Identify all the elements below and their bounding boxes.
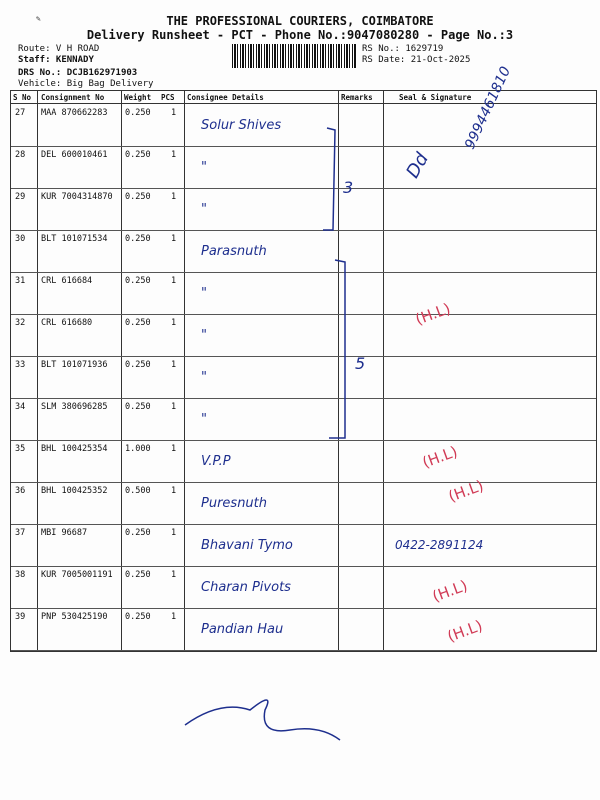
row-pcs: 1	[171, 444, 177, 454]
row-consignment: DEL 600010461	[41, 150, 108, 160]
row-consignment: KUR 7005001191	[41, 570, 113, 580]
barcode	[232, 44, 357, 68]
col-consignment: Consignment No	[41, 93, 105, 102]
col-pcs: PCS	[161, 93, 175, 102]
row-weight: 0.250	[125, 108, 151, 118]
row-consignment: CRL 616684	[41, 276, 93, 286]
row-consignee: "	[201, 160, 207, 175]
row-sno: 28	[15, 150, 26, 160]
row-consignee: "	[201, 202, 207, 217]
col-sno: S No	[13, 93, 32, 102]
row-sno: 27	[15, 108, 26, 118]
row-consignment: MBI 96687	[41, 528, 88, 538]
row-pcs: 1	[171, 528, 177, 538]
table-row	[11, 314, 596, 357]
row-sno: 30	[15, 234, 26, 244]
company-title: THE PROFESSIONAL COURIERS, COIMBATORE	[166, 14, 434, 28]
rs-date: RS Date: 21-Oct-2025	[362, 55, 471, 65]
row-consignee: "	[201, 412, 207, 427]
row-consignment: KUR 7004314870	[41, 192, 113, 202]
row-sno: 38	[15, 570, 26, 580]
table-row	[11, 272, 596, 315]
row-consignment: SLM 380696285	[41, 402, 108, 412]
row-pcs: 1	[171, 570, 177, 580]
table-header	[11, 91, 596, 104]
row-consignee: Parasnuth	[201, 244, 267, 259]
runsheet-table	[10, 90, 597, 652]
row-consignee: V.P.P	[201, 454, 231, 469]
row-consignee: Pandian Hau	[201, 622, 284, 637]
table-row	[11, 230, 596, 273]
row-consignment: BLT 101071534	[41, 234, 108, 244]
row-consignee: Bhavani Tymo	[201, 538, 293, 553]
drs-label: DRS No.: DCJB162971903	[18, 68, 138, 78]
runsheet-subtitle: Delivery Runsheet - PCT - Phone No.:9047080280 - Page No.:3	[86, 28, 514, 42]
hl-mark-5: (H.L)	[445, 616, 485, 646]
row-pcs: 1	[171, 486, 177, 496]
table-row	[11, 482, 596, 525]
row-pcs: 1	[171, 402, 177, 412]
table-row	[11, 566, 596, 609]
row-consignment: CRL 616680	[41, 318, 93, 328]
rs-number: RS No.: 1629719	[362, 44, 444, 54]
row-sno: 35	[15, 444, 26, 454]
row-sno: 29	[15, 192, 26, 202]
table-row	[11, 188, 596, 231]
signature-scribble: Dd	[402, 149, 434, 182]
table-row	[11, 146, 596, 189]
bracket-shape	[323, 128, 335, 230]
table-row	[11, 440, 596, 483]
row-weight: 0.250	[125, 612, 151, 622]
phone-note-2: 0422-2891124	[395, 538, 484, 552]
row-sno: 34	[15, 402, 26, 412]
row-sno: 36	[15, 486, 26, 496]
hl-mark-2: (H.L)	[420, 442, 460, 472]
row-consignee: Solur Shives	[201, 118, 282, 133]
row-pcs: 1	[171, 360, 177, 370]
row-weight: 0.250	[125, 318, 151, 328]
hl-mark-4: (H.L)	[430, 576, 470, 606]
row-pcs: 1	[171, 192, 177, 202]
table-row	[11, 398, 596, 441]
row-consignee: Charan Pivots	[201, 580, 291, 595]
col-consignee: Consignee Details	[187, 93, 264, 102]
route-label: Route: V H ROAD	[18, 44, 100, 54]
row-consignee: "	[201, 286, 207, 301]
row-pcs: 1	[171, 276, 177, 286]
bracket-count-1: 3	[343, 178, 354, 197]
row-pcs: 1	[171, 234, 177, 244]
row-sno: 33	[15, 360, 26, 370]
hl-mark-3: (H.L)	[446, 476, 486, 506]
row-consignee: "	[201, 370, 207, 385]
staff-label: Staff: KENNADY	[18, 55, 94, 65]
row-weight: 0.250	[125, 192, 151, 202]
table-row	[11, 608, 596, 651]
row-weight: 0.250	[125, 276, 151, 286]
row-pcs: 1	[171, 150, 177, 160]
row-weight: 0.500	[125, 486, 151, 496]
row-pcs: 1	[171, 612, 177, 622]
row-sno: 31	[15, 276, 26, 286]
row-pcs: 1	[171, 108, 177, 118]
row-consignee: "	[201, 328, 207, 343]
bracket-shape	[329, 260, 345, 438]
table-row	[11, 524, 596, 567]
row-consignment: BLT 101071936	[41, 360, 108, 370]
row-consignment: BHL 100425354	[41, 444, 108, 454]
bracket-marks	[315, 120, 360, 440]
row-weight: 0.250	[125, 528, 151, 538]
row-weight: 1.000	[125, 444, 151, 454]
table-row	[11, 104, 596, 147]
row-sno: 39	[15, 612, 26, 622]
vehicle-label: Vehicle: Big Bag Delivery	[18, 79, 154, 89]
bottom-signature	[180, 680, 360, 760]
table-row	[11, 356, 596, 399]
row-weight: 0.250	[125, 234, 151, 244]
col-weight: Weight	[124, 93, 152, 102]
row-consignment: PNP 530425190	[41, 612, 108, 622]
row-weight: 0.250	[125, 402, 151, 412]
row-sno: 37	[15, 528, 26, 538]
hl-mark-1: (H.L)	[413, 299, 453, 329]
bracket-count-2: 5	[355, 354, 366, 373]
col-remarks: Remarks	[341, 93, 373, 102]
row-weight: 0.250	[125, 150, 151, 160]
row-consignment: MAA 870662283	[41, 108, 108, 118]
row-weight: 0.250	[125, 570, 151, 580]
row-sno: 32	[15, 318, 26, 328]
corner-mark: ✎	[36, 14, 41, 23]
row-consignment: BHL 100425352	[41, 486, 108, 496]
row-weight: 0.250	[125, 360, 151, 370]
row-pcs: 1	[171, 318, 177, 328]
row-consignee: Puresnuth	[201, 496, 268, 511]
col-seal: Seal & Signature	[399, 93, 472, 102]
phone-note-1: 9994461810	[462, 64, 515, 152]
